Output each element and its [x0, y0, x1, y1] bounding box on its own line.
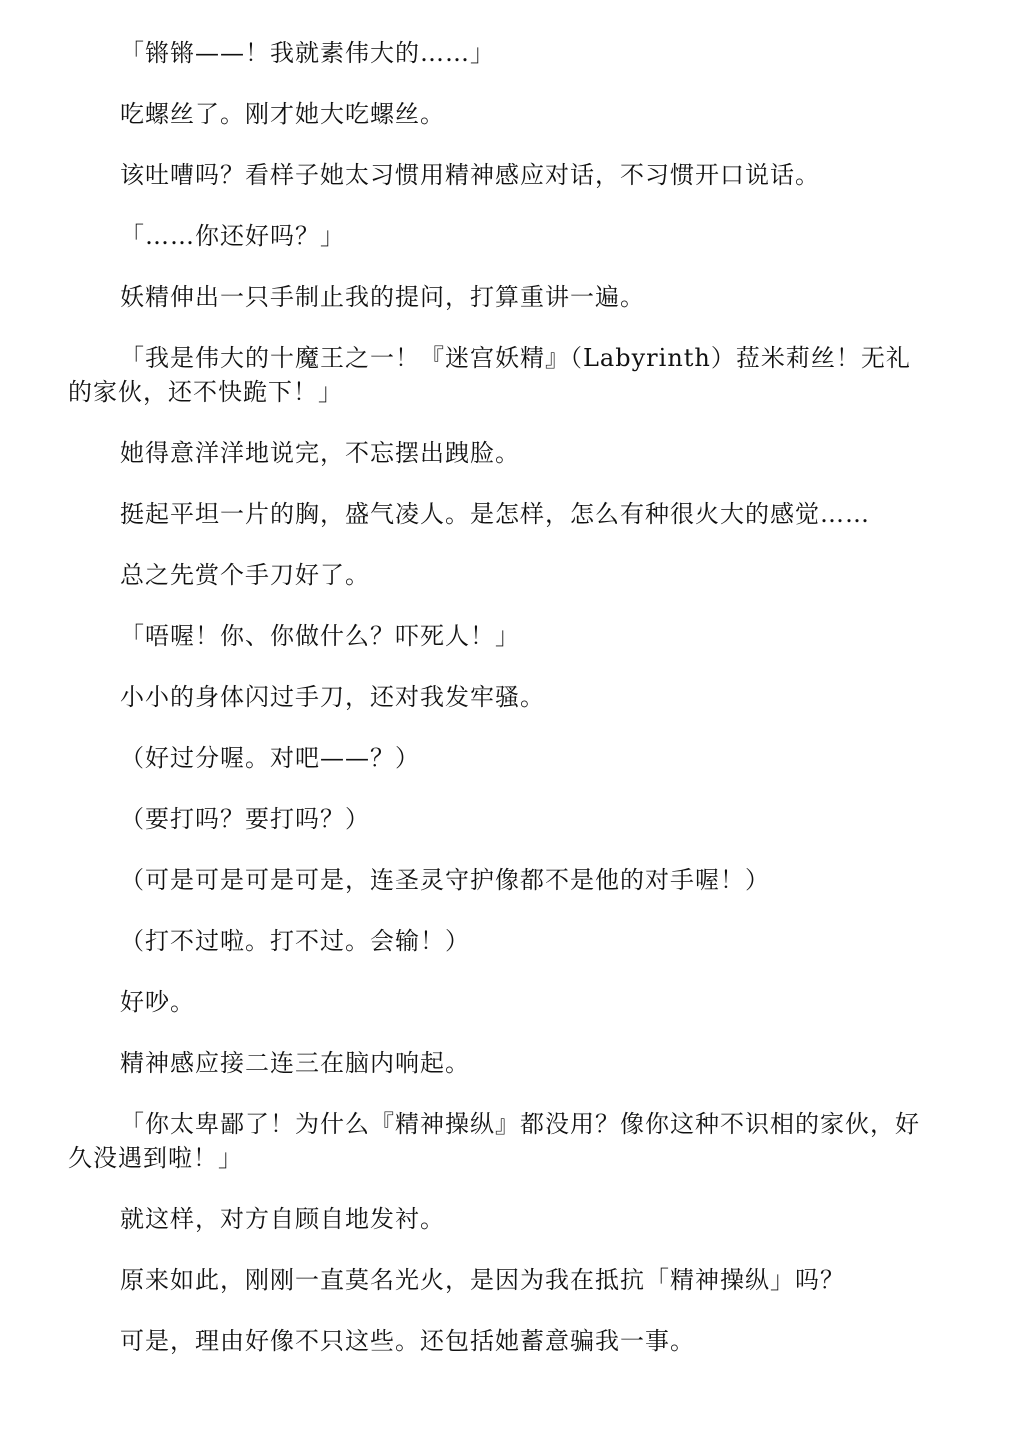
- paragraph: 该吐嘈吗？看样子她太习惯用精神感应对话，不习惯开口说话。: [120, 161, 820, 189]
- paragraph: （好过分喔。对吧——？）: [120, 744, 420, 772]
- paragraph: 「你太卑鄙了！为什么『精神操纵』都没用？像你这种不识相的家伙，好久没遇到啦！」: [68, 1110, 920, 1172]
- paragraph: （打不过啦。打不过。会输！）: [120, 927, 470, 955]
- paragraph: 吃螺丝了。刚才她大吃螺丝。: [120, 100, 445, 128]
- paragraph: 好吵。: [120, 988, 195, 1016]
- paragraph: 妖精伸出一只手制止我的提问，打算重讲一遍。: [120, 283, 645, 311]
- paragraph: 小小的身体闪过手刀，还对我发牢骚。: [120, 683, 545, 711]
- paragraph: 「锵锵——！我就素伟大的……」: [120, 39, 495, 67]
- paragraph: 「我是伟大的十魔王之一！『迷宫妖精』（Labyrinth）菈米莉丝！无礼的家伙，还不快跪下！」: [68, 344, 911, 406]
- paragraph: 挺起平坦一片的胸，盛气凌人。是怎样，怎么有种很火大的感觉……: [120, 500, 870, 528]
- paragraph: 总之先赏个手刀好了。: [120, 561, 370, 589]
- paragraph: 可是，理由好像不只这些。还包括她蓄意骗我一事。: [120, 1327, 695, 1355]
- paragraph: 就这样，对方自顾自地发衬。: [120, 1205, 445, 1233]
- paragraph: 她得意洋洋地说完，不忘摆出跩脸。: [120, 439, 520, 467]
- paragraph: 精神感应接二连三在脑内响起。: [120, 1049, 470, 1077]
- paragraph: 「……你还好吗？」: [120, 222, 345, 250]
- paragraph: （要打吗？要打吗？）: [120, 805, 370, 833]
- paragraph: 原来如此，刚刚一直莫名光火，是因为我在抵抗「精神操纵」吗？: [120, 1266, 845, 1294]
- paragraph: 「唔喔！你、你做什么？吓死人！」: [120, 622, 520, 650]
- paragraph: （可是可是可是可是，连圣灵守护像都不是他的对手喔！）: [120, 866, 770, 894]
